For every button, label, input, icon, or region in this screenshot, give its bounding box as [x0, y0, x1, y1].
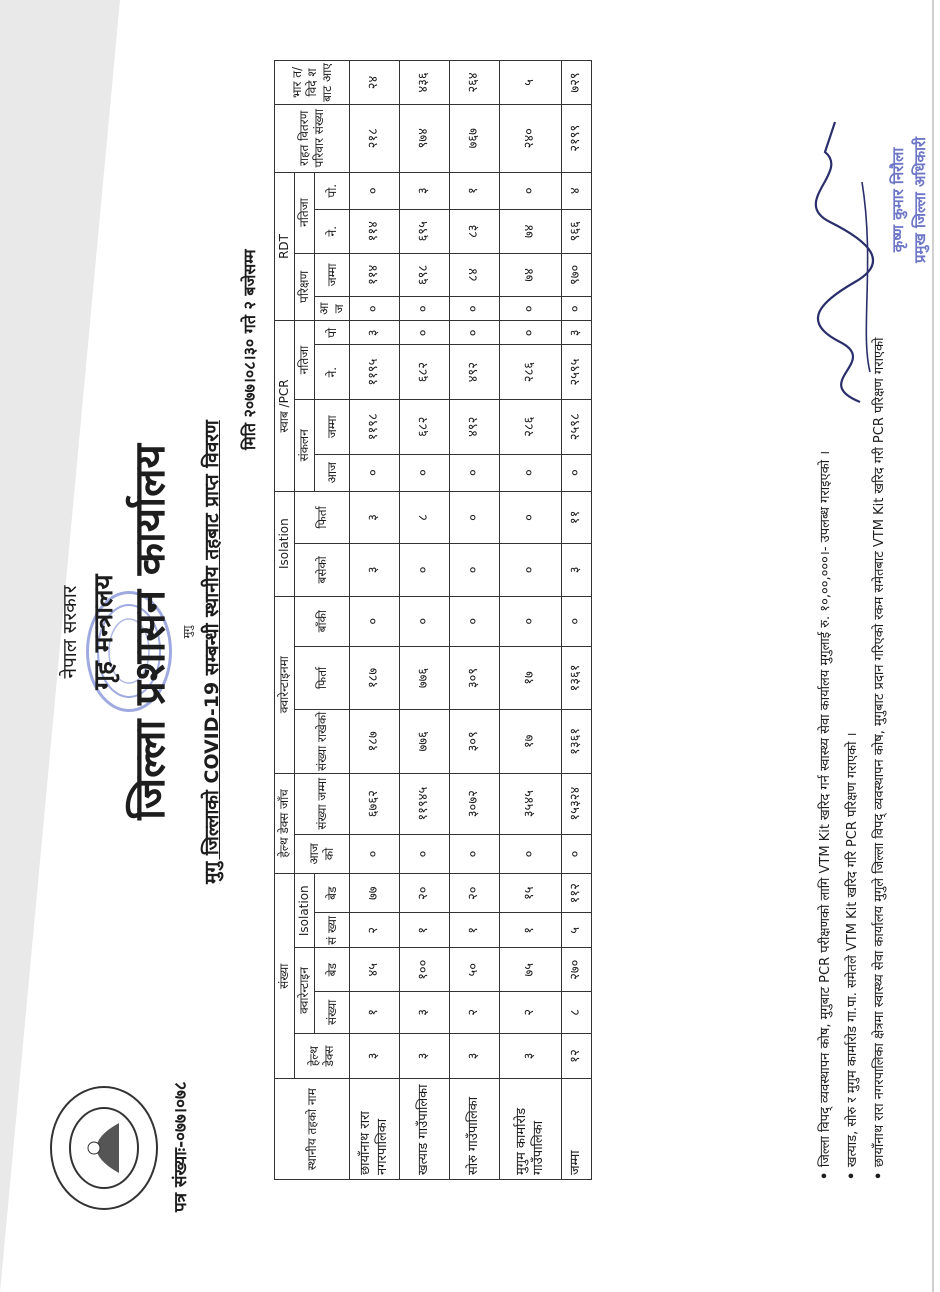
header-government: नेपाल सरकार: [59, 585, 81, 679]
th-r-jamma: जम्मा: [315, 253, 350, 297]
cell: ६९८: [400, 253, 450, 297]
cell: ३०७२: [450, 773, 500, 834]
th-bharat: भार त/ विदे श बाट आए: [275, 61, 350, 105]
cell: ०: [400, 454, 450, 491]
cell: ०: [350, 596, 400, 646]
cell: ०: [500, 596, 562, 646]
note-item: • छायाँनाथ रारा नगरपालिका क्षेत्रमा स्वास्थ्य सेवा कार्यालय मुगुले जिल्ला विपद् व्यवस्थापन कोष, मुगुबाट प्रदान गरिएको रकम समेतबाट VTM Kit खरिद गरी PCR परिक्षण गराएको: [866, 40, 893, 1180]
cell-name: मुगुम कार्मारोड गाउँपालिका: [500, 1079, 562, 1180]
signatory-title: प्रमुख जिल्ला अधिकारी: [911, 136, 929, 264]
th-health-desk: हेल्थ डेक्स: [295, 1033, 350, 1079]
cell: ४५: [350, 948, 400, 992]
cell: २: [450, 992, 500, 1034]
cell: ३: [450, 1033, 500, 1079]
cell: १००: [400, 948, 450, 992]
cell: ११२: [562, 874, 592, 913]
th-firta: फिर्ता: [295, 646, 350, 709]
cell: ९७०: [562, 253, 592, 297]
th-s-aaja: आज: [315, 454, 350, 491]
th-quarantine: क्वारेन्टाइन: [295, 948, 315, 1033]
header-ministry: गृह मन्त्रालय: [89, 574, 119, 690]
table-row: [500, 61, 562, 1180]
th-rdt: RDT: [275, 172, 295, 321]
cell: ०: [562, 834, 592, 873]
document-title: मुगु जिल्लाको COVID-19 सम्बन्धी स्थानीय तहबाट प्राप्त विवरण: [201, 420, 223, 884]
cell: ९६६: [562, 209, 592, 253]
cell: ११: [562, 491, 592, 543]
cell: १: [500, 913, 562, 948]
cell: ०: [562, 454, 592, 491]
cell: ७६७: [450, 104, 500, 172]
th-i-sankhya: सं ख्या: [315, 913, 350, 948]
cell: ०: [450, 321, 500, 345]
cell: ०: [450, 596, 500, 646]
cell: ७५: [500, 948, 562, 992]
th-rahat: राहत वितरण परिवार संख्या: [275, 104, 350, 172]
table-row: [450, 61, 500, 1180]
cell: २५९८: [562, 399, 592, 454]
cell: १८७: [350, 710, 400, 773]
cell: १: [450, 172, 500, 209]
note-item: • खत्याड, सोरु र मुगुम कार्मारोड गा.पा. समेतले VTM Kit खरिद गरि PCR परिक्षण गराएको ।: [839, 40, 866, 1180]
cell: ११९८: [350, 399, 400, 454]
cell: ५०: [450, 948, 500, 992]
cell: ११९४५: [400, 773, 450, 834]
cell-name: जम्मा: [562, 1079, 592, 1180]
cell: ८४: [450, 253, 500, 297]
header-office: जिल्ला प्रशासन कार्यालय: [125, 444, 174, 820]
th-parikshan: परिक्षण: [295, 253, 315, 321]
cell: ८: [400, 491, 450, 543]
cell: ३: [562, 321, 592, 345]
cell: २६४: [450, 61, 500, 105]
cell: ३: [500, 1033, 562, 1079]
cell: ६७६२: [350, 773, 400, 834]
cell: १५३२४: [562, 773, 592, 834]
th-name: स्थानीय तहको नाम: [275, 1079, 350, 1180]
cell: १: [450, 913, 500, 948]
cell: ३: [350, 544, 400, 596]
th-sankalan: संकलन: [295, 399, 315, 491]
th-rdt-natija: नतिजा: [295, 172, 315, 253]
cell: ३०९: [450, 646, 500, 709]
cell: ११९५: [350, 345, 400, 400]
cell: ०: [350, 454, 400, 491]
cell: १३६१: [562, 646, 592, 709]
th-aaja-ko: आज को: [295, 834, 350, 873]
table-row: [400, 61, 450, 1180]
cell-name: छायाँनाथ रारा नगरपालिका: [350, 1079, 400, 1180]
cell: २०: [400, 874, 450, 913]
cell: १५: [500, 874, 562, 913]
cell: ०: [500, 297, 562, 321]
cell: ७४: [500, 209, 562, 253]
th-rakheko: संख्या राखेको: [295, 710, 350, 773]
cell: ०: [500, 172, 562, 209]
cell: २८६: [500, 345, 562, 400]
th-q-sankhya: संख्या: [315, 992, 350, 1034]
th-rdt-po: पो.: [315, 172, 350, 209]
cell: ४९२: [450, 399, 500, 454]
cell: ११४: [350, 253, 400, 297]
th-isolation2: Isolation: [275, 491, 295, 596]
cell: १७: [500, 646, 562, 709]
th-rdt-ne: ने.: [315, 209, 350, 253]
cell: ७२९: [562, 61, 592, 105]
table-row-total: [562, 61, 592, 1180]
cell: ७४: [500, 253, 562, 297]
cell: ४३६: [400, 61, 450, 105]
cell: ०: [350, 834, 400, 873]
cell: २७०: [562, 948, 592, 992]
cell: ४: [562, 172, 592, 209]
cell: ५: [500, 61, 562, 105]
cell: ८: [562, 992, 592, 1034]
th-jamma-sankhya: संख्या जम्मा: [295, 773, 350, 834]
cell: ०: [450, 491, 500, 543]
cell: ९७४: [400, 104, 450, 172]
cell: ०: [500, 454, 562, 491]
cell: ०: [400, 297, 450, 321]
cell: ३: [400, 1033, 450, 1079]
handwritten-signature: [800, 112, 890, 412]
cell: ७७: [350, 874, 400, 913]
cell: १८७: [350, 646, 400, 709]
cell: ०: [350, 297, 400, 321]
th-swab-pcr: स्वाब /PCR: [275, 321, 295, 491]
table-row: [350, 61, 400, 1180]
cell: २: [350, 913, 400, 948]
cell: ६८२: [400, 345, 450, 400]
cell: २१८: [350, 104, 400, 172]
cell: ०: [450, 297, 500, 321]
cell: ३: [350, 1033, 400, 1079]
cell: २: [500, 992, 562, 1034]
cell: ६८२: [400, 399, 450, 454]
cell: १७: [500, 710, 562, 773]
th-q-bed: बेड: [315, 948, 350, 992]
cell: १२: [562, 1033, 592, 1079]
header-place: मुगु: [181, 625, 194, 639]
cell: ०: [500, 834, 562, 873]
cell: ०: [350, 172, 400, 209]
cell: ०: [400, 596, 450, 646]
th-baaki: बाँकी: [295, 596, 350, 646]
th-isolation: Isolation: [295, 874, 315, 948]
cell: २०: [450, 874, 500, 913]
th-quarantine-ma: क्वारेन्टाइनमा: [275, 596, 295, 773]
cell: १: [400, 913, 450, 948]
th-hd-check: हेल्थ डेक्स जाँच: [275, 773, 295, 874]
cell: १३६१: [562, 710, 592, 773]
cell-name: सोरु गाउँपालिका: [450, 1079, 500, 1180]
letter-number: पत्र संख्याः-०७७।०७८: [171, 1081, 191, 1212]
cell: ३०९: [450, 710, 500, 773]
cell: ०: [500, 544, 562, 596]
cell: ०: [500, 321, 562, 345]
cell: ०: [400, 321, 450, 345]
cell: २४: [350, 61, 400, 105]
cell: ०: [400, 834, 450, 873]
cell: ४९२: [450, 345, 500, 400]
cell: ०: [562, 297, 592, 321]
cell: ५: [562, 913, 592, 948]
cell: ७७६: [400, 710, 450, 773]
government-emblem: [50, 1086, 158, 1210]
th-iso-firta: फिर्ता: [295, 491, 350, 543]
cell: २८६: [500, 399, 562, 454]
th-natija: नतिजा: [295, 321, 315, 400]
cell: ३: [562, 544, 592, 596]
th-i-bed: बेड: [315, 874, 350, 913]
cell: ३५४५: [500, 773, 562, 834]
covid-report-table: [274, 60, 592, 1180]
cell: २१९९: [562, 104, 592, 172]
cell: ११४: [350, 209, 400, 253]
cell: २५९५: [562, 345, 592, 400]
cell: ३: [350, 491, 400, 543]
note-item: • जिल्ला विपद् व्यवस्थापन कोष, मुगुबाट PCR परीक्षणको लागि VTM Kit खरिद गर्न स्वास्थ्य सेवा कार्यालय मुगुलाई रु. १०,००,०००।- उपलब्ध गराइएको ।: [812, 40, 839, 1180]
cell: ३: [350, 321, 400, 345]
cell: १: [350, 992, 400, 1034]
cell: ०: [562, 596, 592, 646]
document-date: मिति २०७७।०८।३० गते २ बजेसम्म: [240, 249, 259, 450]
cell: ३: [400, 172, 450, 209]
cell-name: खत्याड गाउँपालिका: [400, 1079, 450, 1180]
cell: ३: [400, 992, 450, 1034]
signatory-name: कृष्ण कुमार निरौला: [889, 147, 907, 253]
th-n-ne: ने.: [315, 345, 350, 400]
th-sankhya: संख्या: [275, 874, 295, 1079]
cell: ०: [400, 544, 450, 596]
cell: ०: [500, 491, 562, 543]
cell: २४०: [500, 104, 562, 172]
th-s-jamma: जम्मा: [315, 399, 350, 454]
th-n-po: पो: [315, 321, 350, 345]
th-r-aaja: आ ज: [315, 297, 350, 321]
cell: ७७६: [400, 646, 450, 709]
cell: ०: [450, 544, 500, 596]
cell: ०: [450, 834, 500, 873]
th-basheko: बसेको: [295, 544, 350, 596]
cell: ६९५: [400, 209, 450, 253]
cell: ८३: [450, 209, 500, 253]
cell: ०: [450, 454, 500, 491]
